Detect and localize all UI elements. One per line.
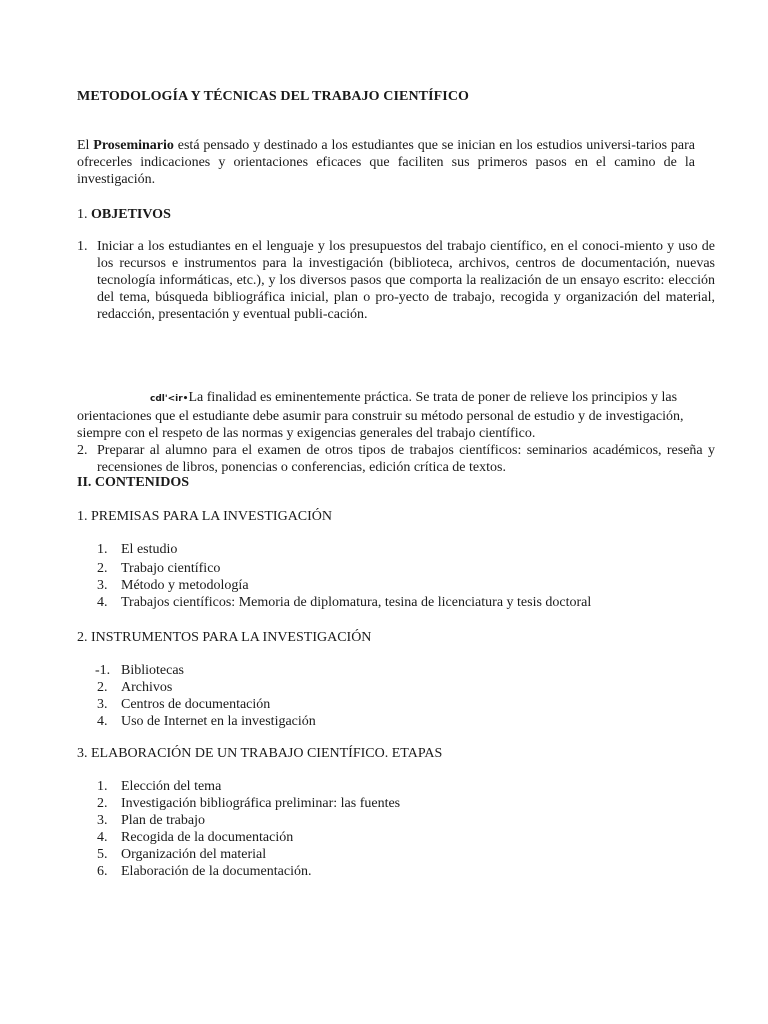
list-item xyxy=(77,662,695,679)
list-item-number: 4. xyxy=(97,714,108,729)
list-item xyxy=(77,846,695,863)
list-item-text: Trabajo científico xyxy=(121,561,221,576)
list-item xyxy=(77,778,695,795)
list-item xyxy=(77,795,695,812)
list-item-number: 2. xyxy=(97,796,108,811)
list-item-text: Recogida de la documentación xyxy=(121,830,294,845)
section-heading: 2. INSTRUMENTOS PARA LA INVESTIGACIÓN xyxy=(77,630,372,645)
objetivos-heading xyxy=(77,206,695,223)
list-item-number: 2. xyxy=(97,561,108,576)
objetivos-heading-num: 1. xyxy=(77,207,91,222)
intro-paragraph xyxy=(77,137,695,188)
list-item-number: 6. xyxy=(97,864,108,879)
finalidad-text: La finalidad es eminentemente práctica. Se trata de poner de relieve los principios y las orientaciones que el estudiante debe asumir para construir su método personal de estudio y de investigación, siempre con el respeto de las normas y exigencias generales del trabajo científico. xyxy=(77,390,684,441)
finalidad-paragraph xyxy=(77,389,695,442)
intro-post: está pensado y destinado a los estudiantes que se inician en los estudios universi-tarios para ofrecerles indicaciones y orientaciones eficaces que faciliten sus primeros pasos en el camino de la investigación. xyxy=(77,138,695,187)
list-item xyxy=(77,594,695,611)
document-title: METODOLOGÍA Y TÉCNICAS DEL TRABAJO CIENTÍFICO xyxy=(77,89,470,104)
objetivo-item xyxy=(77,238,715,323)
list-item-text: Investigación bibliográfica preliminar: las fuentes xyxy=(121,796,401,811)
list-item-text: Uso de Internet en la investigación xyxy=(121,714,316,729)
list-item-number: 3. xyxy=(97,813,108,828)
list-item-text: Elaboración de la documentación. xyxy=(121,864,312,879)
list-item-text: El estudio xyxy=(121,542,178,557)
objetivo-text: Preparar al alumno para el examen de otros tipos de trabajos científicos: seminarios académicos, reseña y recensiones de libros, ponencias o conferencias, edición crítica de textos. xyxy=(97,443,715,475)
list-item-number: 2. xyxy=(97,680,108,695)
list-item-text: Centros de documentación xyxy=(121,697,271,712)
list-item-number: 3. xyxy=(97,578,108,593)
list-item xyxy=(77,713,695,730)
list-item-number: 3. xyxy=(97,697,108,712)
section-heading: 1. PREMISAS PARA LA INVESTIGACIÓN xyxy=(77,509,333,524)
intro-bold-term: Proseminario xyxy=(93,138,174,153)
list-item xyxy=(77,829,695,846)
list-item xyxy=(77,577,695,594)
list-item-text: Trabajos científicos: Memoria de diplomatura, tesina de licenciatura y tesis doctoral xyxy=(121,595,592,610)
list-item xyxy=(77,812,695,829)
list-item-text: Organización del material xyxy=(121,847,267,862)
list-item xyxy=(77,696,695,713)
list-item-number: 4. xyxy=(97,830,108,845)
list-item-text: Elección del tema xyxy=(121,779,222,794)
objetivo-item xyxy=(77,442,715,476)
list-item xyxy=(77,541,695,558)
list-item-number: -1. xyxy=(95,663,111,678)
objetivo-text: Iniciar a los estudiantes en el lenguaje y los presupuestos del trabajo científico, en el conoci-miento y uso de los recursos e instrumentos para la investigación (biblioteca, archivos, centros de documentación, nuevas tecnología informáticas, etc.), y los diversos pasos que comporta la realización de un ensayo escrito: elección del tema, búsqueda bibliográfica inicial, plan o pro-yecto de trabajo, recogida y organización del material, redacción, presentación y eventual publi-cación. xyxy=(97,239,715,322)
objetivo-number: 2. xyxy=(77,443,88,458)
list-item xyxy=(77,863,695,880)
section-list xyxy=(77,778,695,880)
list-item xyxy=(77,679,695,696)
list-item-text: Plan de trabajo xyxy=(121,813,205,828)
list-item-text: Bibliotecas xyxy=(121,663,184,678)
list-item xyxy=(77,560,695,577)
section-list xyxy=(77,662,695,730)
list-item-number: 1. xyxy=(97,542,108,557)
list-item-number: 5. xyxy=(97,847,108,862)
objetivo-number: 1. xyxy=(77,239,88,254)
objetivos-heading-label: OBJETIVOS xyxy=(91,207,171,222)
garbled-symbol: cdl'<ir• xyxy=(150,394,189,404)
section-heading: 3. ELABORACIÓN DE UN TRABAJO CIENTÍFICO. ETAPAS xyxy=(77,746,443,761)
list-item-text: Método y metodología xyxy=(121,578,249,593)
list-item-number: 1. xyxy=(97,779,108,794)
contenidos-heading: II. CONTENIDOS xyxy=(77,475,190,490)
list-item-text: Archivos xyxy=(121,680,173,695)
list-item-number: 4. xyxy=(97,595,108,610)
intro-pre: El xyxy=(77,138,94,153)
section-list xyxy=(77,541,695,611)
